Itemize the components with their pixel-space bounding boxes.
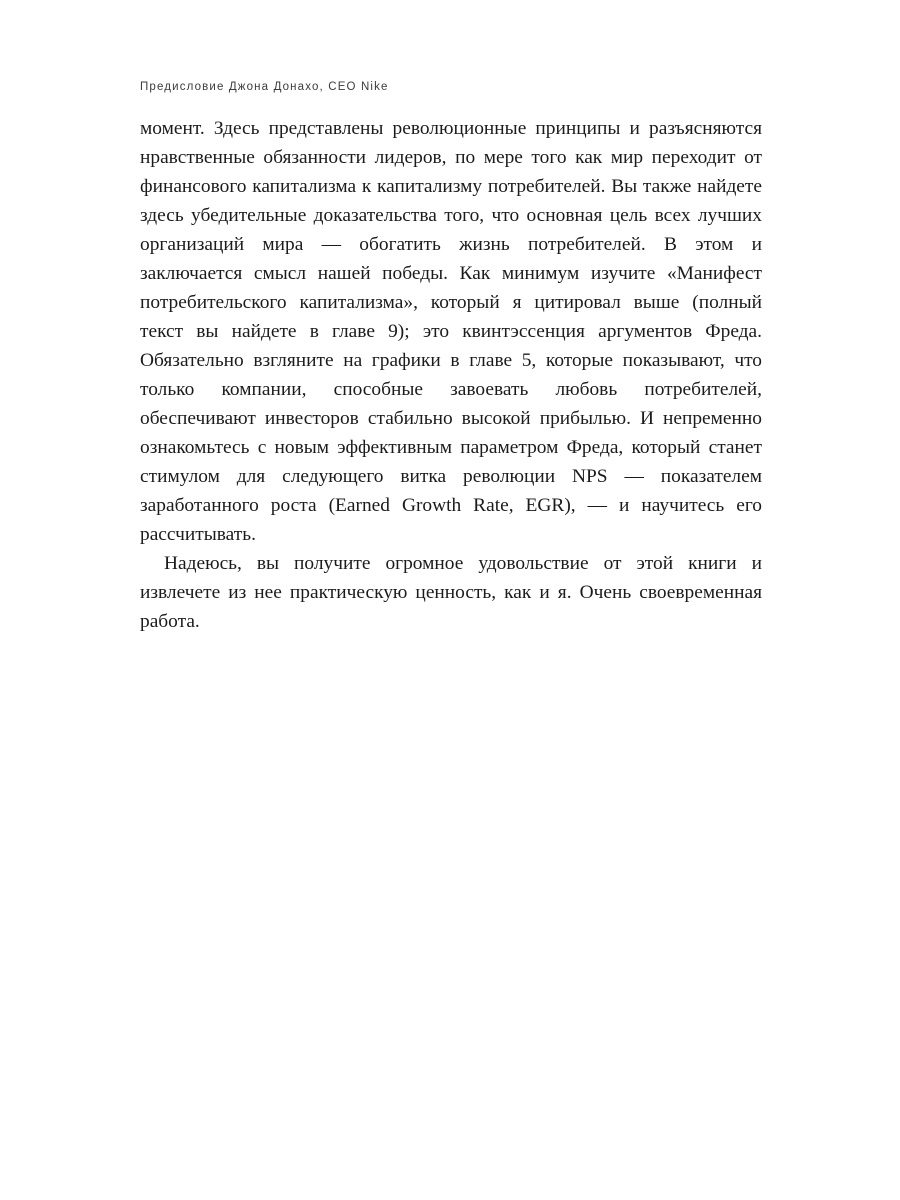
running-head: Предисловие Джона Донахо, CEO Nike <box>140 81 389 93</box>
text-column <box>140 114 762 636</box>
body-paragraph: Надеюсь, вы получите огромное удовольствие от этой книги и извлечете из нее практическую ценность, как и я. Очень своевременная работа. <box>140 553 762 632</box>
body-paragraph: момент. Здесь представлены революционные принципы и разъясняются нравственные обязанности лидеров, по мере того как мир переходит от финансового капитализма к капитализму потребителей. Вы также найдете здесь убедительные доказательства того, что основная цель всех лучших организаций мира — обогатить жизнь потребителей. В этом и заключается смысл нашей победы. Как минимум изучите «Манифест потребительского капитализма», который я цитировал выше (полный текст вы найдете в главе 9); это квинтэссенция аргументов Фреда. Обязательно взгляните на графики в главе 5, которые показывают, что только компании, способные завоевать любовь потребителей, обеспечивают инвесторов стабильно высокой прибылью. И непременно ознакомьтесь с новым эффективным параметром Фреда, который станет стимулом для следующего витка революции NPS — показателем заработанного роста (Earned Growth Rate, EGR), — и научитесь его рассчитывать. <box>140 118 762 545</box>
